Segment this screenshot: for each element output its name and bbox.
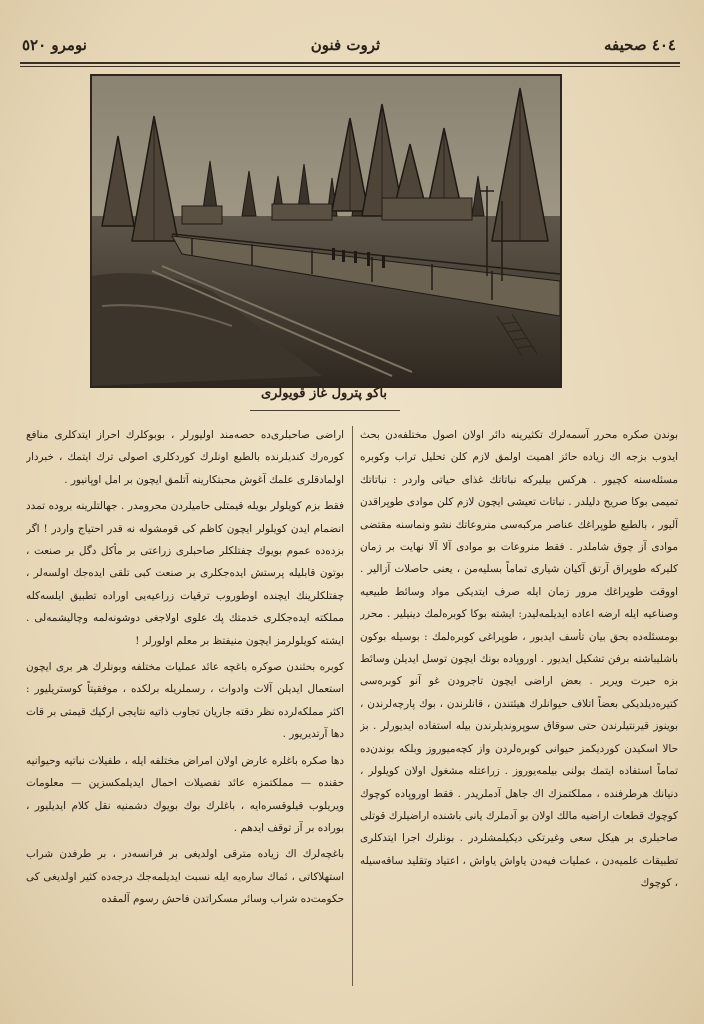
column-divider: [352, 426, 353, 986]
caption-rule: [250, 410, 400, 411]
paragraph: باغچه‌لرك اك زیاده مترقی اولدیغی بر فرانسه‌در ، بر طرفدن شراب استهلاكاتی ، ئماك ساره‌یه ایله نسبت ایدیلمه‌جك درجه‌ده كثیر اولدیغی كی حكومت‌ده شراب وسائر مسكراتدن فاحش رسوم آلمقده: [26, 848, 344, 906]
paragraph: اراضی صاحبلری‌ده حصه‌مند اولیورلر ، بوبوكلرك احراز ایتدكلری منافع كوره‌رك كندیلرنده بالطبع اونلرك كوردكلری اصولی ترك ایتمك ، خبردار اولمادقلری علمك آغوش محبتكارینه آتلمق ایچون بر امل اوپانیور .: [26, 429, 344, 486]
header-rule: [20, 62, 680, 64]
right-column: [360, 424, 678, 984]
journal-title: ثروت فنون: [310, 36, 381, 54]
paragraph: بوندن صکره محرر آسمه‌لرك تكثیرینه دائر اولان اصول مختلفه‌دن بحث ایدوب بزجه اك زیاده حائز اهمیت اولمق لازم كلن تحلیل تراب وكوبره مسئله‌سنه كچیور . هركس بیلیركه نباتاتك غذای حیاتی واردر : نباتاتك تمیمی بوكا صریح دلیلدر . نباتات تعیشی ایچون لازم كلن موادی طوپراقدن آلیور ، بالطبع طوپراغك عناصر مركبه‌سی منروعاتك نشو ونماسنه مقتضی موادی آز چوق شاملدر . فقط منروعات بو موادی آلا آلا نهایت بر زمان كلیركه طوپراق آرتق آكیان شیاری تماماً بسلیه‌من ، یعنی حاصلات آزالیر . اووقت طوپراغك مرور زمان ایله صرف ایتدیكی مواد وسائط طبیعیه وصناعیه ایله ارضه اعاده ایدیلمه‌لیدر: ایشته بوكا كوبره‌لمك دینیلیر . محرر بومسئله‌ده بحق بیان تأسف ایدیور ، طوپراغی كوبره‌لمك : بوسیله بوكون باشلیباشنه برفن تشكیل ایدیور . اوروپاده بونك ایچون توسل ایدیلن وسائط بزه حیرت ویریر . بعض اراضی ایچون تاجرودن غو آنو كوبره‌سی كتیره‌دیلدیكی بعضاً اتلاف حیوانلرك هیئتندن ، قانلرندن ، بوك پارچه‌لرندن ، بوینوز قیرنتیلرندن حتی سوقاق سوپروندیلرندن بیله استفاده ایدیورلر . بز حالا اسكیدن كوردیكمز حیوانی كوبره‌لردن واز كچه‌میوروز وبلكه بوندن‌ده تماماً استفاده ایتمك بولنی بیلمه‌یوروز . زراعتله مشغول اولان كویلولر ، دنیانك هرطرفنده ، مملكتمزك اك جاهل آدملریدر . فقط اوروپاده كوچوك كوچوك قطعات اراضیه مالك اولان بو آدملرك یانی باشنده اراضیلرك قوتلی صاحبلری بر هیكل سعی وغیرتكی دیكیلمشلردر . بونلرك اجرا ایتدكلری تطبیقات علمیه‌دن ، عملیات فیه‌دن یاواش یاواش ، اعتیاد وتقلید ساقه‌سیله ، كوچوك: [360, 429, 678, 890]
left-column: [26, 424, 344, 984]
paragraph: فقط بزم كویلولر بویله قیمتلی حامیلردن محرومدر . جهالتلرینه بروده تمدد انضمام ایدن كویلولر ایچون كاظم كی قومشوله نه قدر احتیاج واردر ! اگر بزده‌ده عموم بویوك چفتلكلر صاحبلری زراعتی بر مأكل دگل بر صنعت ، بوتون قابلیله پرستش ایده‌جكلری بر صنعت كبی تلقی ایده‌جك اولسه‌لر ، چفتلكلرینك ایچنده اوطوروب ترقیات زراعیه‌یی اوراده تطبیق ایلسه‌كله مملكته ایده‌جكلری خدمتك پك علوی اولاجغی دوشونه‌لمه وچالیشمه‌لی . ایشته كویلولرمز ایچون منیفتظ بر معلم اولورلر !: [26, 500, 344, 647]
page-number: ٤٠٤ صحیفه: [604, 36, 676, 54]
paragraph: كوبره بحثندن صوكره باغچه عائد عملیات مختلفه وبونلرك هر بری ایچون استعمال ایدیلن آلات وادوات ، رسملریله برلكده ، موفقیتاً كوستریلیور : اكثر مملكه‌لرده نظر دقته جاریان تجاوب ذاتیه نتایجی اركیك قیمتی بر قات دها آرتدیریور .: [26, 661, 344, 741]
figure-caption: باكو پترول غاز قویولری: [260, 386, 388, 401]
paragraph: دها صكره باغلره عارض اولان امراض مختلفه ایله ، طفیلات نباتیه وحیوانیه حقنده — مملكتمزه عائد تفصیلات احمال ایدیلمكسزین — معلومات ویریلوب قیلوقسره‌ایه ، باغلرك بوك بویوك دشمنیه نقل كلام ایدیلیور ، بوراده بر آز توقف ایدهم .: [26, 754, 344, 834]
issue-number: نومرو ٥٢٠: [22, 36, 87, 54]
page-header: [22, 28, 676, 62]
oil-derricks-photo: [90, 74, 562, 388]
header-rule-thin: [20, 66, 680, 67]
